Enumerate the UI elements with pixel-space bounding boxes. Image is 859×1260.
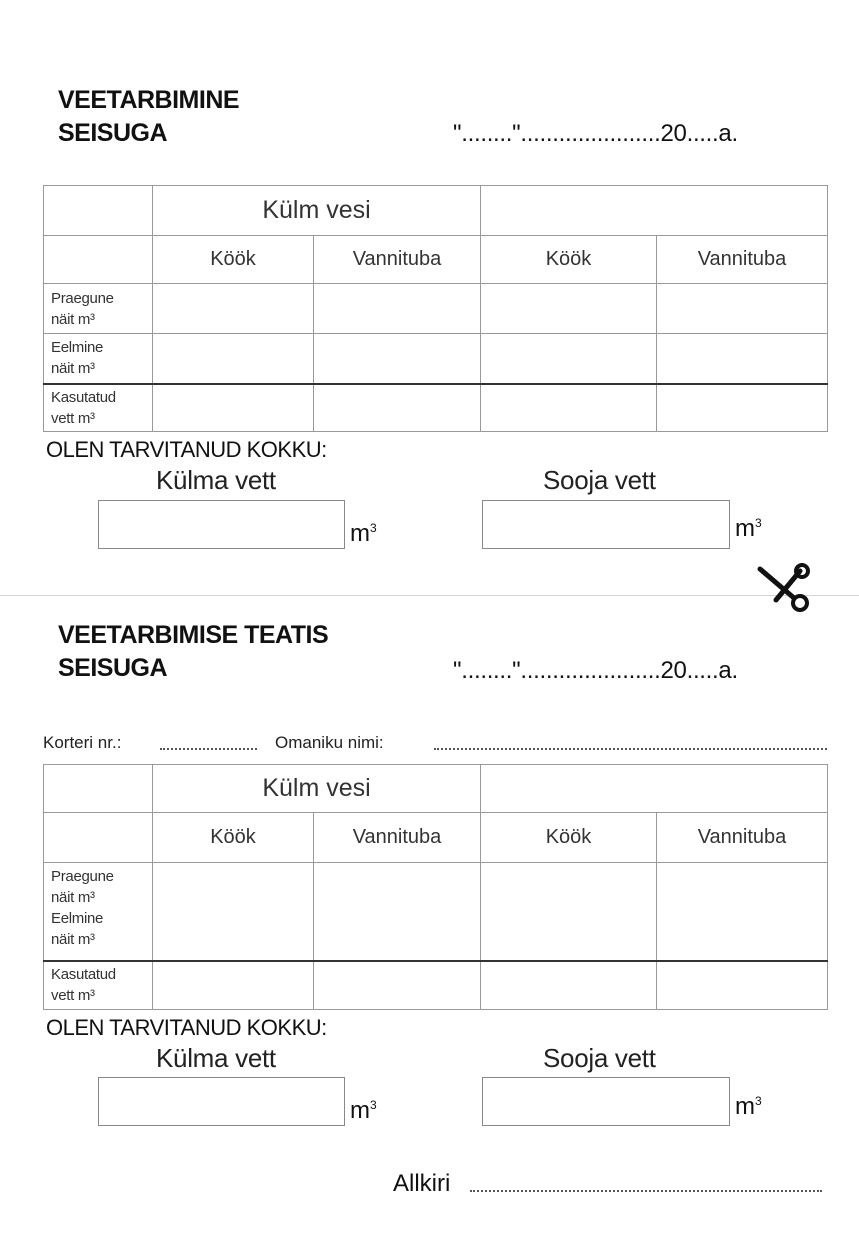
col-header: Köök — [153, 813, 314, 863]
input-cell[interactable] — [657, 284, 828, 334]
input-cell[interactable] — [657, 863, 828, 961]
input-cell[interactable] — [153, 284, 314, 334]
signature-input[interactable] — [470, 1178, 822, 1192]
apartment-input[interactable] — [160, 736, 257, 750]
table-corner — [44, 765, 153, 813]
row-label-line: Eelmine — [51, 339, 104, 357]
bottom-date-field[interactable]: "........"......................20.....a. — [453, 657, 738, 684]
input-cell[interactable] — [657, 334, 828, 384]
row-label-used — [44, 384, 153, 432]
input-cell[interactable] — [657, 961, 828, 1010]
bottom-total-label: OLEN TARVITANUD KOKKU: — [46, 1015, 327, 1040]
top-title — [58, 84, 239, 150]
input-cell[interactable] — [481, 384, 657, 432]
col-header: Vannituba — [314, 813, 481, 863]
input-cell[interactable] — [481, 961, 657, 1010]
col-header: Vannituba — [314, 236, 481, 284]
warm-water-header — [481, 186, 828, 236]
row-label-line: Kasutatud — [51, 388, 116, 406]
cold-water-header: Külm vesi — [153, 765, 481, 813]
bottom-title — [58, 619, 328, 685]
row-label-line: näit m³ — [51, 889, 95, 906]
owner-label: Omaniku nimi: — [275, 733, 384, 752]
unit-exp: 3 — [370, 521, 377, 535]
row-label-line: vett m³ — [51, 409, 95, 427]
col-header: Köök — [481, 236, 657, 284]
row-label-line: Praegune — [51, 868, 114, 885]
bottom-cold-label: Külma vett — [156, 1043, 276, 1073]
owner-input[interactable] — [434, 736, 827, 750]
apartment-label: Korteri nr.: — [43, 733, 122, 752]
row-label-current — [44, 284, 153, 334]
scissors-icon — [754, 562, 812, 614]
input-cell[interactable] — [481, 284, 657, 334]
bottom-cold-unit — [350, 1097, 377, 1125]
input-cell[interactable] — [657, 384, 828, 432]
unit-exp: 3 — [370, 1098, 377, 1112]
input-cell[interactable] — [153, 863, 314, 961]
input-cell[interactable] — [314, 384, 481, 432]
cut-line — [0, 595, 859, 596]
signature-label: Allkiri — [393, 1170, 451, 1197]
top-warm-unit — [735, 515, 762, 543]
scissors-icon-svg — [754, 562, 812, 614]
table-corner — [44, 186, 153, 236]
unit-exp: 3 — [755, 516, 762, 530]
row-label-line: näit m³ — [51, 310, 95, 328]
top-cold-label: Külma vett — [156, 465, 276, 495]
col-header: Vannituba — [657, 236, 828, 284]
unit-exp: 3 — [755, 1094, 762, 1108]
unit-text: m — [735, 515, 755, 542]
bottom-cold-total-input[interactable] — [98, 1077, 345, 1126]
row-label-line: näit m³ — [51, 360, 95, 378]
top-date-field[interactable]: "........"......................20.....a. — [453, 120, 738, 147]
warm-water-header — [481, 765, 828, 813]
row-label-previous — [44, 334, 153, 384]
row-label-used — [44, 961, 153, 1010]
input-cell[interactable] — [153, 334, 314, 384]
unit-text: m — [350, 1097, 370, 1124]
unit-text: m — [735, 1093, 755, 1120]
col-header: Vannituba — [657, 813, 828, 863]
cold-water-header: Külm vesi — [153, 186, 481, 236]
top-warm-label: Sooja vett — [543, 465, 656, 495]
bottom-warm-unit — [735, 1093, 762, 1121]
input-cell[interactable] — [314, 284, 481, 334]
bottom-title-line1: VEETARBIMISE TEATIS — [58, 621, 329, 649]
input-cell[interactable] — [153, 384, 314, 432]
table-corner — [44, 236, 153, 284]
row-label-line: Praegune — [51, 289, 114, 307]
input-cell[interactable] — [481, 863, 657, 961]
bottom-warm-label: Sooja vett — [543, 1043, 656, 1073]
input-cell[interactable] — [314, 334, 481, 384]
top-total-label: OLEN TARVITANUD KOKKU: — [46, 437, 327, 462]
input-cell[interactable] — [314, 863, 481, 961]
top-title-line2: SEISUGA — [58, 119, 168, 147]
col-header: Köök — [153, 236, 314, 284]
top-cold-unit — [350, 520, 377, 548]
row-label-line: Kasutatud — [51, 966, 116, 984]
col-header: Köök — [481, 813, 657, 863]
input-cell[interactable] — [314, 961, 481, 1010]
row-label-current-previous — [44, 863, 153, 961]
row-label-line: vett m³ — [51, 987, 95, 1005]
top-warm-total-input[interactable] — [482, 500, 730, 549]
bottom-title-line2: SEISUGA — [58, 654, 168, 682]
table-corner — [44, 813, 153, 863]
bottom-reading-table — [43, 764, 828, 1010]
row-label-line: Eelmine — [51, 910, 104, 927]
unit-text: m — [350, 520, 370, 547]
top-title-line1: VEETARBIMINE — [58, 86, 240, 114]
input-cell[interactable] — [481, 334, 657, 384]
input-cell[interactable] — [153, 961, 314, 1010]
top-reading-table — [43, 185, 828, 432]
top-cold-total-input[interactable] — [98, 500, 345, 549]
bottom-warm-total-input[interactable] — [482, 1077, 730, 1126]
row-label-line: näit m³ — [51, 931, 95, 948]
